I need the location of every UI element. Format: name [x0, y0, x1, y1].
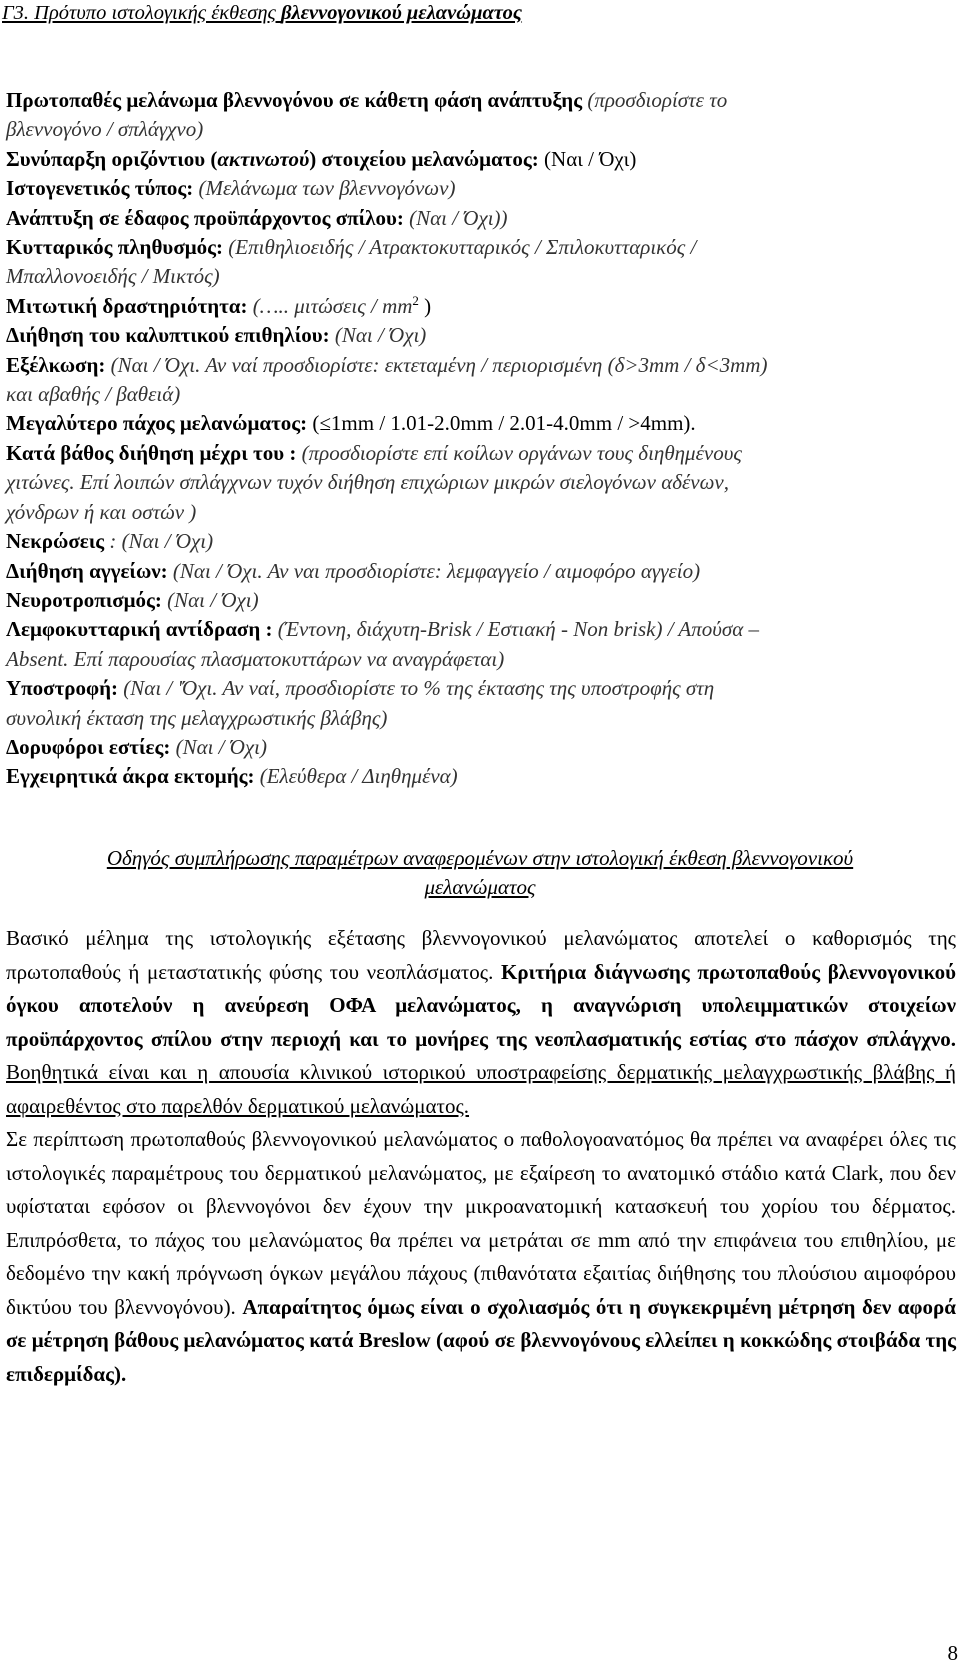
param-options: (Ναι / Όχι) [538, 146, 637, 171]
param-options: (Ναι / 'Όχι. Αν ναί, προσδιορίστε το % της έκτασης της υποστροφής στη [118, 676, 715, 701]
paragraph-text: Σε περίπτωση πρωτοπαθούς βλεννογονικού μελανώματος ο παθολογοανατόμος θα πρέπει να αναφέρει όλες τις ιστολογικές παραμέτρους του δερματικού μελανώματος, με εξαίρεση το ανατομικό στάδιο κατά Clark, που δεν υφίσταται εφόσον οι βλεννογόνοι δεν έχουν την μικροανατομική κατασκευή του χορίου του δέρματος. Επιπρόσθετα, το πάχος του μελανώματος θα πρέπει να μετράται σε mm από την επιφάνεια του επιθηλίου, με δεδομένο την κακή πρόγνωση όγκων μεγάλου πάχους (πιθανότατα εξαιτίας διήθησης του πλούσιου αιμοφόρου δικτύου του βλεννογόνου). [6, 1127, 956, 1319]
guide-body [6, 922, 956, 1391]
param-options: (Ναι / Όχι) [170, 734, 268, 759]
param-label: Εγχειρητικά άκρα εκτομής: [6, 764, 255, 789]
guide-title [0, 844, 960, 902]
paragraph-bold-text: Κριτήρια διάγνωσης πρωτοπαθούς βλεννογονικού όγκου αποτελούν η ανεύρεση ΟΦΑ μελανώματος, η αναγνώριση υπολειμματικών στοιχείων προϋπάρχοντος σπίλου στην περιοχή και το μονήρες της νεοπλασματικής εστίας στο πάσχον σπλάγχνο. [6, 959, 956, 1051]
param-label: Κατά βάθος διήθηση μέχρι του : [6, 440, 297, 465]
param-cell-population-cont [6, 262, 956, 291]
param-options: και αβαθής / βαθειά) [6, 382, 181, 407]
param-lymphocytic-reaction-cont [6, 645, 956, 674]
param-label: Διήθηση αγγείων: [6, 558, 168, 583]
guide-title-line: μελανώματος [424, 875, 536, 899]
guide-paragraph-2 [6, 1123, 956, 1391]
param-histogenetic-type [6, 174, 956, 203]
param-label: Νευροτροπισμός: [6, 587, 162, 612]
param-options: (….. μιτώσεις / mm [247, 293, 413, 318]
report-parameters [6, 86, 956, 792]
param-label: Ιστογενετικός τύπος: [6, 176, 194, 201]
param-options: (προσδιορίστε επί κοίλων οργάνων τους διηθημένους [296, 440, 742, 465]
param-epithelial-infiltration [6, 321, 956, 350]
param-options: χιτώνες. Επί λοιπών σπλάγχνων τυχόν διήθηση επιχώριων μικρών σιελογόνων αδένων, [6, 470, 729, 495]
paragraph-text: Βασικό μέλημα της ιστολογικής εξέτασης βλεννογονικού μελανώματος αποτελεί ο καθορισμός της πρωτοπαθούς ή μεταστατικής φύσης του νεοπλάσματος. [6, 926, 956, 984]
param-options: Μπαλλονοειδής / Μικτός) [6, 264, 220, 289]
param-depth-infiltration-cont [6, 468, 956, 497]
param-options: (Ναι / Όχι. Αν ναι προσδιορίστε: λεμφαγγείο / αιμοφόρο αγγείο) [167, 558, 701, 583]
page-number: 8 [947, 1641, 958, 1665]
param-thickness [6, 409, 956, 438]
section-title-bold: βλεννογονικού μελανώματος [280, 2, 523, 24]
guide-title-line: Οδηγός συμπλήρωσης παραμέτρων αναφερομένων στην ιστολογική έκθεση βλεννογονικού [106, 846, 854, 870]
param-label: Δορυφόροι εστίες: [6, 734, 171, 759]
param-regression [6, 674, 956, 703]
param-satellites [6, 733, 956, 762]
param-options: ) [418, 293, 432, 318]
param-mitotic-activity [6, 292, 956, 321]
param-label: Διήθηση του καλυπτικού επιθηλίου: [6, 323, 330, 348]
param-label: Συνύπαρξη οριζόντιου ( [6, 146, 218, 171]
param-lymphocytic-reaction [6, 615, 956, 644]
param-label: Εξέλκωση: [6, 352, 106, 377]
param-options: (≤1mm / 1.01-2.0mm / 2.01-4.0mm / >4mm). [307, 411, 696, 436]
param-options: (Ναι / Όχι) [161, 587, 259, 612]
param-options: (Ναι / Όχι. Αν ναί προσδιορίστε: εκτεταμένη / περιορισμένη (δ>3mm / δ<3mm) [105, 352, 768, 377]
param-options: : (Ναι / Όχι) [104, 529, 214, 554]
param-depth-infiltration [6, 439, 956, 468]
param-ulceration-cont [6, 380, 956, 409]
param-options: βλεννογόνο / σπλάγχνο) [6, 117, 204, 142]
param-options: (Επιθηλιοειδής / Ατρακτοκυτταρικός / Σπιλοκυτταρικός / [223, 235, 697, 260]
param-label-italic: ακτινωτού [217, 146, 310, 171]
param-label: Υποστροφή: [6, 676, 119, 701]
param-label: ) στοιχείου μελανώματος: [309, 146, 539, 171]
param-label: Ανάπτυξη σε έδαφος προϋπάρχοντος σπίλου: [6, 205, 404, 230]
paragraph-underlined-text: Βοηθητικά είναι και η απουσία κλινικού ιστορικού υποστραφείσης δερματικής μελαγχρωστικής βλάβης ή αφαιρεθέντος στο παρελθόν δερματικού μελανώματος. [6, 1060, 956, 1118]
param-label: Πρωτοπαθές μελάνωμα βλεννογόνου σε κάθετη φάση ανάπτυξης [6, 88, 583, 112]
param-options: (Έντονη, διάχυτη-Brisk / Εστιακή - Non brisk) / Απούσα – [272, 617, 760, 642]
param-options: (Ελεύθερα / Διηθημένα) [254, 764, 458, 789]
param-label: Μεγαλύτερο πάχος μελανώματος: [6, 411, 308, 436]
param-label: Νεκρώσεις [6, 529, 105, 554]
param-options: (Ναι / Όχι) [329, 323, 427, 348]
param-primary-melanoma-cont [6, 115, 956, 144]
param-options: (προσδιορίστε το [582, 88, 728, 112]
param-label: Κυτταρικός πληθυσμός: [6, 235, 224, 260]
param-preexisting-nevus [6, 204, 956, 233]
param-necrosis [6, 527, 956, 556]
param-options: Absent. Επί παρουσίας πλασματοκυττάρων να αναγράφεται) [6, 646, 505, 671]
section-title [2, 0, 522, 26]
param-options: (Μελάνωμα των βλεννογόνων) [193, 176, 456, 201]
param-horizontal-component [6, 145, 956, 174]
param-options: (Ναι / Όχι)) [403, 205, 508, 230]
param-options: χόνδρων ή και οστών ) [6, 499, 197, 524]
param-surgical-margins [6, 762, 956, 791]
param-ulceration [6, 351, 956, 380]
paragraph-bold-text: Απαραίτητος όμως είναι ο σχολιασμός ότι η συγκεκριμένη μέτρηση δεν αφορά σε μέτρηση βάθους μελανώματος κατά Breslow (αφού σε βλεννογόνους ελλείπει η κοκκώδης στοιβάδα της επιδερμίδας). [6, 1294, 956, 1386]
param-primary-melanoma [6, 86, 956, 115]
param-regression-cont [6, 704, 956, 733]
param-options: συνολική έκταση της μελαγχρωστικής βλάβης) [6, 705, 388, 730]
superscript: 2 [412, 292, 419, 308]
param-depth-infiltration-cont2 [6, 498, 956, 527]
guide-paragraph-1 [6, 922, 956, 1123]
param-vascular-invasion [6, 557, 956, 586]
section-title-prefix: Γ3. Πρότυπο ιστολογικής έκθεσης [2, 2, 281, 24]
param-label: Λεμφοκυτταρική αντίδραση : [6, 617, 273, 642]
param-neurotropism [6, 586, 956, 615]
param-label: Μιτωτική δραστηριότητα: [6, 293, 248, 318]
param-cell-population [6, 233, 956, 262]
